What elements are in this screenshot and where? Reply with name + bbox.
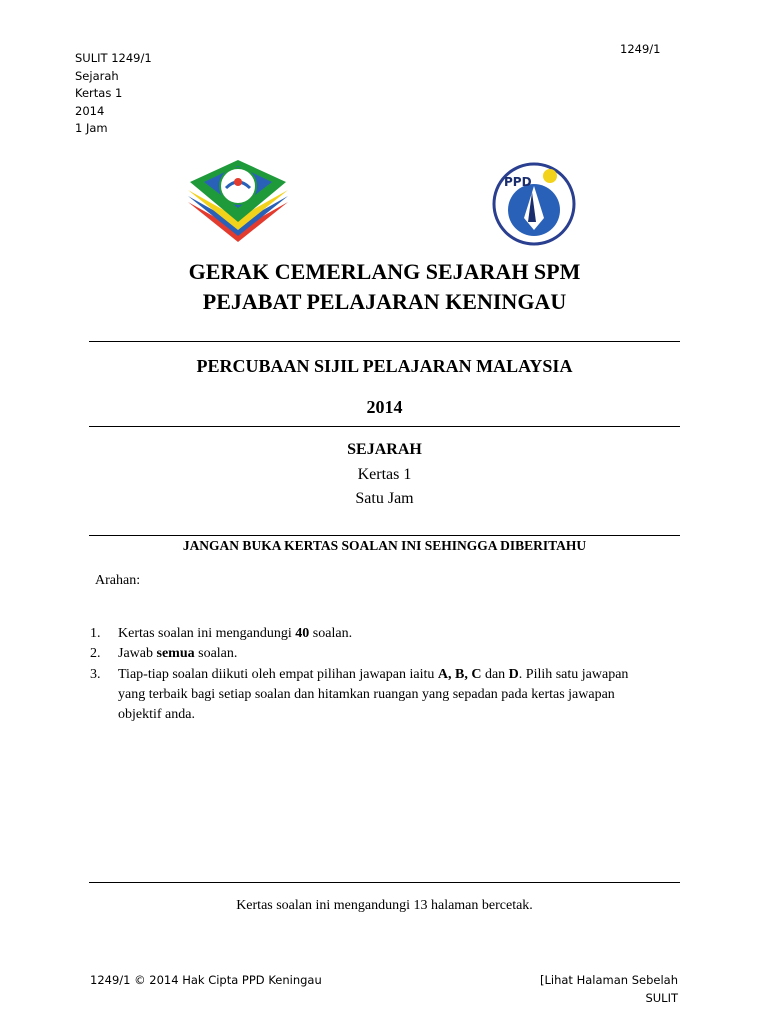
subject-duration: Satu Jam [355, 490, 414, 507]
instruction-item-1: 1. Kertas soalan ini mengandungi 40 soalan. [90, 626, 353, 641]
divider [89, 535, 680, 536]
instruction-number: 1. [90, 626, 101, 641]
header-line: 1 Jam [75, 121, 108, 135]
instruction-number: 2. [90, 646, 101, 661]
main-title [89, 257, 680, 317]
subject-paper: Kertas 1 [357, 466, 412, 483]
warning-text: JANGAN BUKA KERTAS SOALAN INI SEHINGGA DIBERITAHU [182, 538, 587, 553]
divider [89, 426, 680, 427]
header-line: 2014 [75, 103, 105, 118]
title-line-2: PEJABAT PELAJARAN KENINGAU [202, 289, 567, 314]
subject-name: SEJARAH [347, 441, 422, 458]
title-line-1: GERAK CEMERLANG SEJARAH SPM [188, 259, 581, 284]
page-count-note: Kertas soalan ini mengandungi 13 halaman bercetak. [236, 898, 533, 913]
footer-next-page: [Lihat Halaman Sebelah [540, 973, 678, 987]
instruction-item-3-line-2: yang terbaik bagi setiap soalan dan hitamkan ruangan yang sepadan pada kertas jawapan [118, 687, 615, 702]
exam-name: PERCUBAAN SIJIL PELAJARAN MALAYSIA [196, 356, 573, 376]
header-line: SULIT 1249/1 [75, 51, 152, 65]
footer-sulit: SULIT [645, 991, 678, 1005]
footer-copyright: 1249/1 © 2014 Hak Cipta PPD Keningau [90, 973, 322, 987]
ppd-logo-text: PPD [504, 175, 532, 189]
state-education-emblem-icon [184, 158, 292, 248]
instructions-label: Arahan: [95, 573, 141, 588]
header-left-block [75, 50, 152, 138]
exam-year: 2014 [366, 397, 403, 417]
instruction-item-2: 2. Jawab semua soalan. [90, 646, 238, 661]
instruction-number: 3. [90, 667, 101, 682]
header-line: Sejarah [75, 68, 119, 83]
instruction-item-3-line-3: objektif anda. [118, 707, 195, 722]
instruction-item-3: 3. Tiap-tiap soalan diikuti oleh empat pilihan jawapan iaitu A, B, C dan D. Pilih satu jawapan [90, 667, 629, 682]
divider [89, 341, 680, 342]
ppd-keningau-logo-icon [484, 160, 584, 246]
divider [89, 882, 680, 883]
header-line: Kertas 1 [75, 86, 123, 100]
header-code-right: 1249/1 [620, 42, 661, 56]
